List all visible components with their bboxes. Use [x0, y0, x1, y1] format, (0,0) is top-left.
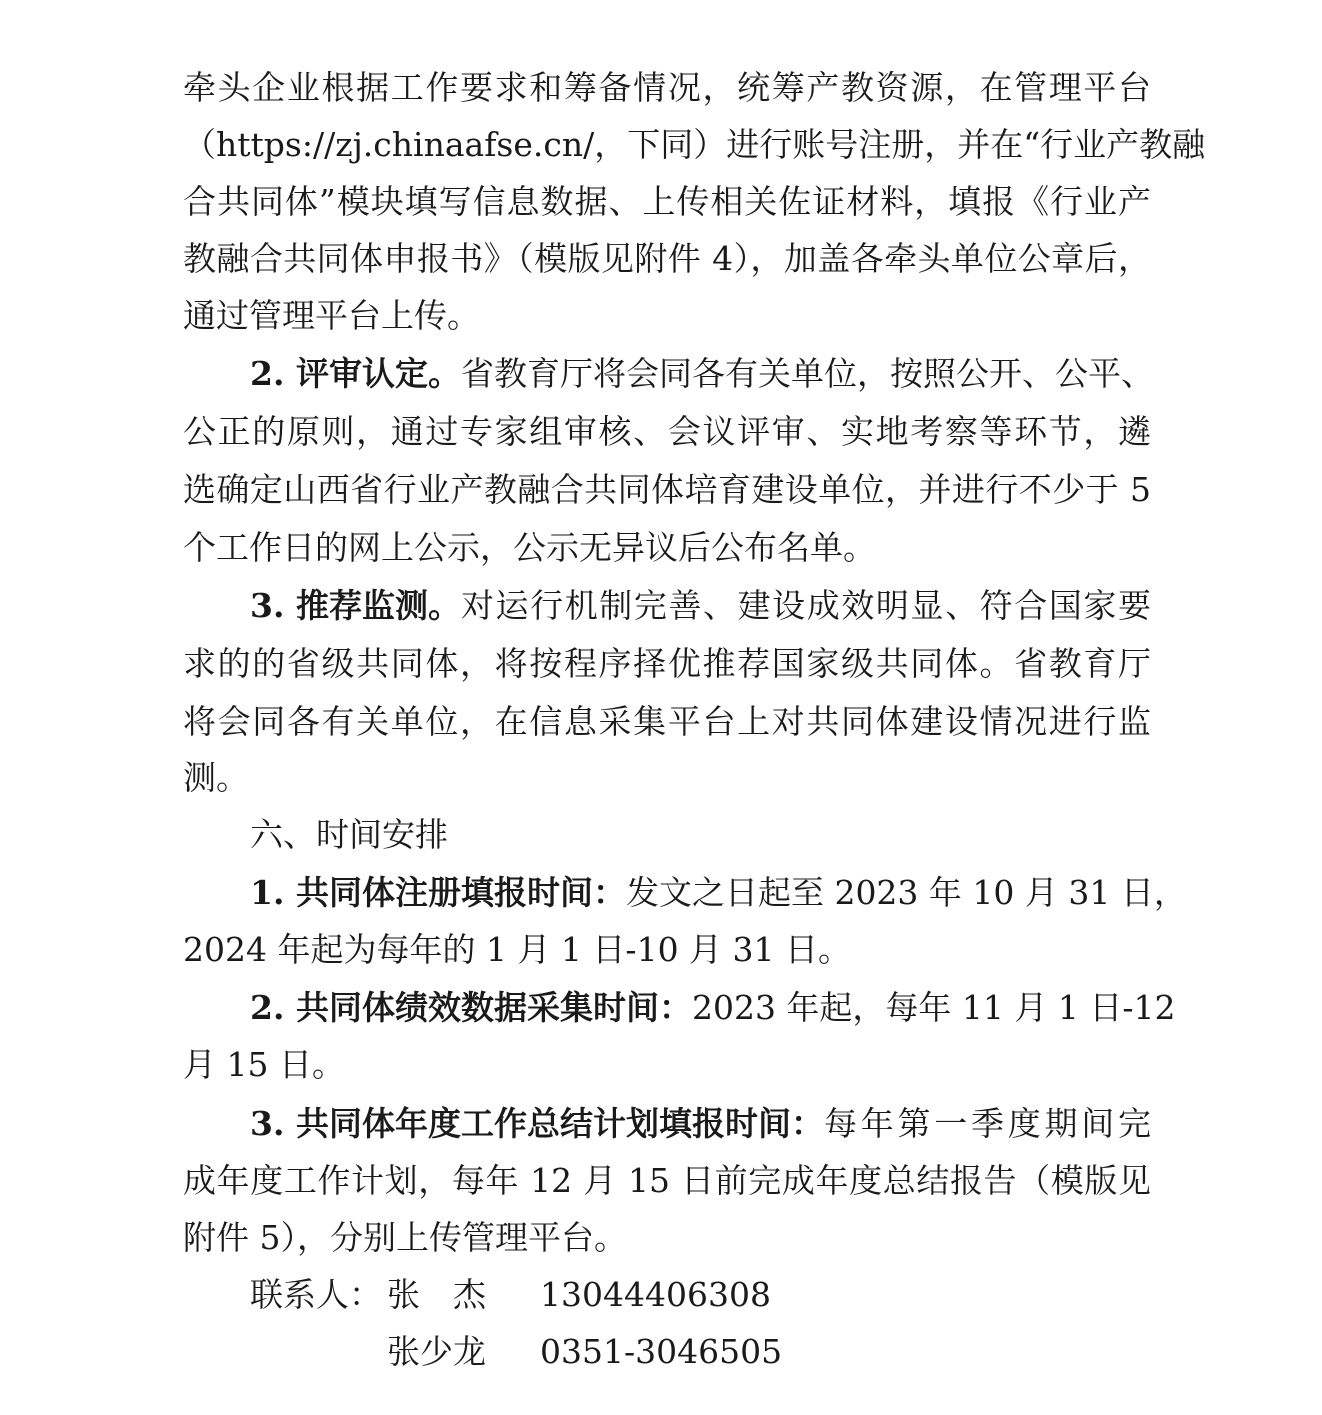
s6-item-1-line-1: 发文之日起至 2023 年 10 月 31 日，	[625, 873, 1187, 912]
item-3-label: 3. 推荐监测。	[250, 586, 461, 625]
item-2-line-4: 个工作日的网上公示，公示无异议后公布名单。	[183, 528, 876, 567]
section-6-heading: 六、时间安排	[250, 815, 448, 854]
contact-1-name: 张 杰	[387, 1275, 486, 1314]
s6-item-2-line-2: 月 15 日。	[183, 1045, 345, 1084]
contact-1-phone: 13044406308	[540, 1275, 771, 1314]
s6-item-2-line-1: 2023 年起，每年 11 月 1 日-12	[691, 988, 1176, 1027]
item-2-line-2: 公正的原则，通过专家组审核、会议评审、实地考察等环节，遴	[183, 412, 1151, 451]
s6-item-3-line-2: 成年度工作计划，每年 12 月 15 日前完成年度总结报告（模版见	[183, 1161, 1151, 1200]
s6-item-3-first-line	[250, 1104, 1151, 1144]
contact-2-phone: 0351-3046505	[540, 1332, 783, 1371]
s6-item-3-line-3: 附件 5），分别上传管理平台。	[183, 1218, 627, 1257]
paragraph-1-line-1: 牵头企业根据工作要求和筹备情况，统筹产教资源，在管理平台	[183, 68, 1151, 107]
item-3-line-4: 测。	[183, 758, 249, 797]
s6-item-1-line-2: 2024 年起为每年的 1 月 1 日-10 月 31 日。	[183, 930, 852, 969]
item-2-line-1: 省教育厅将会同各有关单位，按照公开、公平、	[460, 354, 1154, 393]
item-3-line-1: 对运行机制完善、建设成效明显、符合国家要	[460, 586, 1151, 625]
s6-item-1-first-line	[250, 873, 1187, 913]
s6-item-2-first-line	[250, 988, 1176, 1028]
paragraph-1-line-3: 合共同体”模块填写信息数据、上传相关佐证材料，填报《行业产	[183, 182, 1151, 221]
paragraph-1-line-2: （https://zj.chinaafse.cn/，下同）进行账号注册，并在“行业产教融	[183, 125, 1206, 164]
contacts-label: 联系人：	[250, 1275, 382, 1314]
s6-item-3-label: 3. 共同体年度工作总结计划填报时间：	[250, 1104, 824, 1143]
item-2-first-line	[250, 354, 1154, 394]
paragraph-1-line-5: 通过管理平台上传。	[183, 296, 480, 335]
contact-2-name: 张少龙	[387, 1332, 486, 1371]
s6-item-3-line-1: 每年第一季度期间完	[823, 1104, 1151, 1143]
item-2-line-3: 选确定山西省行业产教融合共同体培育建设单位，并进行不少于 5	[183, 470, 1151, 509]
s6-item-2-label: 2. 共同体绩效数据采集时间：	[250, 988, 692, 1027]
item-3-line-2: 求的的省级共同体，将按程序择优推荐国家级共同体。省教育厅	[183, 644, 1151, 683]
s6-item-1-label: 1. 共同体注册填报时间：	[250, 873, 626, 912]
item-2-label: 2. 评审认定。	[250, 354, 461, 393]
item-3-first-line	[250, 586, 1151, 626]
paragraph-1-line-4: 教融合共同体申报书》（模版见附件 4），加盖各牵头单位公章后，	[183, 239, 1151, 278]
item-3-line-3: 将会同各有关单位，在信息采集平台上对共同体建设情况进行监	[183, 702, 1151, 741]
